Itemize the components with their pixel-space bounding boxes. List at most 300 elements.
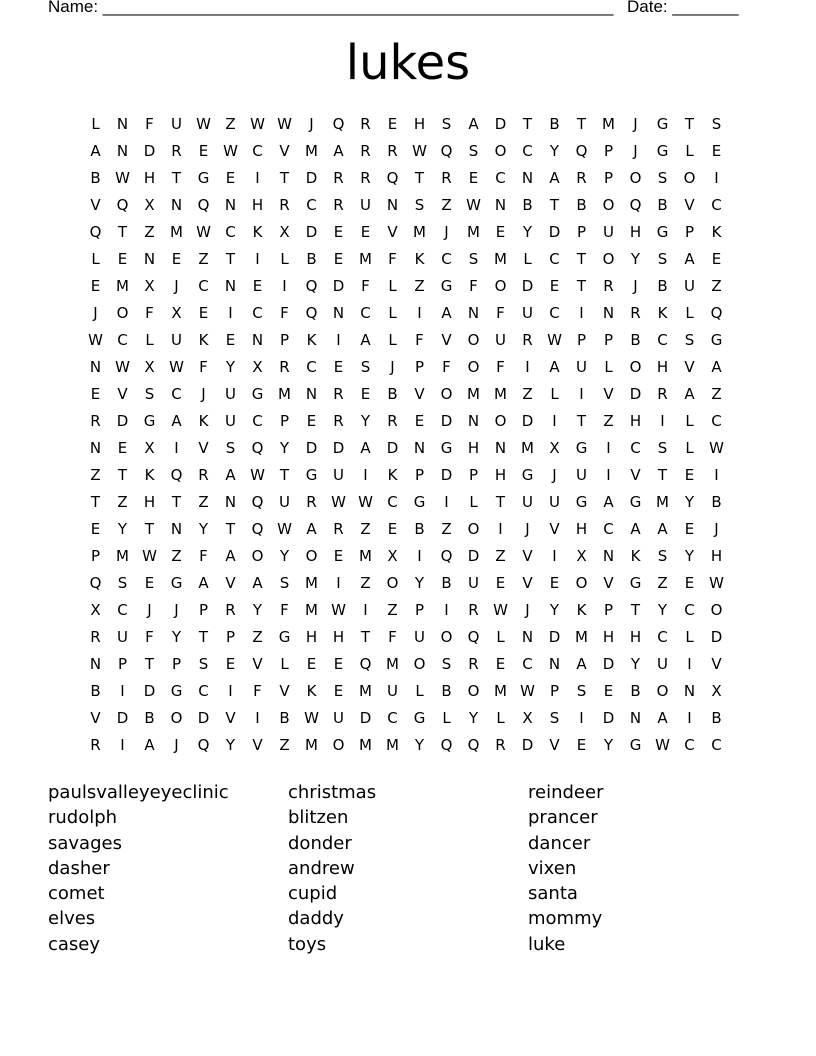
word-item: comet (48, 883, 105, 905)
grid-letter: J (552, 466, 557, 484)
grid-letter: B (522, 196, 533, 214)
grid-letter: Y (657, 601, 668, 619)
grid-letter: I (687, 709, 692, 727)
grid-letter: M (305, 574, 318, 592)
grid-letter: U (171, 331, 182, 349)
grid-letter: M (494, 682, 507, 700)
grid-letter: D (629, 385, 642, 403)
grid-letter: W (412, 142, 427, 160)
grid-letter: P (414, 358, 425, 376)
grid-letter: W (547, 331, 562, 349)
grid-letter: W (142, 547, 157, 565)
grid-row (82, 408, 730, 435)
grid-letter: R (225, 601, 236, 619)
grid-letter: Y (522, 223, 533, 241)
grid-letter: D (197, 709, 210, 727)
word-column (48, 780, 288, 957)
grid-letter: G (629, 574, 642, 592)
grid-letter: B (414, 520, 425, 538)
grid-letter: C (657, 331, 668, 349)
grid-letter: X (279, 223, 290, 241)
grid-letter: M (467, 223, 480, 241)
grid-letter: H (602, 628, 615, 646)
grid-letter: C (549, 250, 560, 268)
grid-letter: K (414, 250, 425, 268)
grid-letter: Q (575, 142, 588, 160)
grid-letter: U (522, 493, 533, 511)
grid-letter: M (359, 250, 372, 268)
grid-letter: C (711, 736, 722, 754)
grid-letter: P (90, 547, 101, 565)
grid-row (82, 138, 730, 165)
grid-letter: Q (440, 736, 453, 754)
grid-letter: E (333, 223, 344, 241)
grid-letter: Z (711, 277, 722, 295)
grid-letter: B (387, 385, 398, 403)
grid-letter: I (606, 439, 611, 457)
grid-letter: Q (305, 277, 318, 295)
grid-letter: E (225, 169, 236, 187)
grid-letter: B (441, 574, 452, 592)
grid-letter: O (683, 169, 696, 187)
grid-letter: R (171, 142, 182, 160)
grid-letter: E (171, 250, 182, 268)
grid-letter: X (90, 601, 101, 619)
grid-letter: Q (629, 196, 642, 214)
grid-letter: P (279, 331, 290, 349)
grid-letter: D (359, 709, 372, 727)
grid-letter: I (336, 331, 341, 349)
grid-letter: I (606, 466, 611, 484)
grid-letter: C (117, 331, 128, 349)
word-item: daddy (288, 908, 344, 930)
grid-letter: M (494, 385, 507, 403)
grid-letter: Q (710, 304, 723, 322)
grid-letter: G (629, 736, 642, 754)
grid-letter: W (169, 358, 184, 376)
grid-letter: L (685, 439, 694, 457)
grid-letter: W (115, 169, 130, 187)
grid-letter: I (255, 250, 260, 268)
grid-letter: J (174, 601, 179, 619)
grid-letter: C (711, 412, 722, 430)
grid-letter: W (709, 574, 724, 592)
grid-letter: V (225, 574, 236, 592)
grid-letter: E (414, 412, 425, 430)
grid-letter: Q (440, 142, 453, 160)
grid-letter: G (440, 439, 453, 457)
grid-letter: L (604, 358, 613, 376)
grid-letter: X (549, 439, 560, 457)
grid-letter: O (413, 655, 426, 673)
grid-letter: O (467, 520, 480, 538)
grid-letter: V (90, 709, 101, 727)
grid-letter: A (711, 358, 722, 376)
grid-letter: H (629, 223, 642, 241)
grid-letter: D (494, 115, 507, 133)
grid-letter: T (144, 520, 155, 538)
grid-letter: W (196, 115, 211, 133)
grid-letter: E (90, 277, 101, 295)
grid-row (82, 273, 730, 300)
grid-letter: T (576, 412, 587, 430)
date-field-label: Date: _______ (627, 0, 739, 16)
grid-letter: Q (440, 547, 453, 565)
grid-letter: U (117, 628, 128, 646)
grid-letter: E (225, 655, 236, 673)
grid-letter: Y (549, 601, 560, 619)
grid-letter: C (657, 628, 668, 646)
grid-letter: Z (225, 115, 236, 133)
grid-letter: B (549, 115, 560, 133)
grid-letter: V (684, 196, 695, 214)
grid-letter: E (333, 655, 344, 673)
grid-letter: A (171, 412, 182, 430)
grid-letter: P (171, 655, 182, 673)
grid-letter: J (633, 142, 638, 160)
grid-letter: A (603, 493, 614, 511)
grid-letter: Q (89, 223, 102, 241)
grid-letter: F (415, 331, 424, 349)
grid-letter: J (525, 601, 530, 619)
word-item: dancer (528, 832, 591, 854)
grid-letter: D (440, 466, 453, 484)
grid-letter: A (360, 331, 371, 349)
grid-letter: X (144, 277, 155, 295)
word-item: christmas (288, 782, 377, 803)
grid-row (82, 651, 730, 678)
grid-letter: Y (414, 736, 425, 754)
grid-letter: A (360, 439, 371, 457)
grid-letter: D (521, 277, 534, 295)
grid-letter: Z (441, 520, 452, 538)
grid-letter: S (468, 250, 479, 268)
grid-letter: L (523, 250, 532, 268)
grid-letter: K (387, 466, 398, 484)
grid-letter: T (549, 196, 560, 214)
grid-letter: W (196, 223, 211, 241)
grid-letter: Q (467, 628, 480, 646)
grid-letter: W (655, 736, 670, 754)
grid-letter: T (576, 277, 587, 295)
grid-letter: J (93, 304, 98, 322)
grid-letter: G (251, 385, 264, 403)
grid-letter: F (199, 358, 208, 376)
grid-letter: E (387, 520, 398, 538)
grid-letter: H (251, 196, 264, 214)
grid-letter: S (279, 574, 290, 592)
grid-letter: N (602, 547, 615, 565)
grid-row (82, 354, 730, 381)
grid-letter: N (683, 682, 696, 700)
grid-letter: A (306, 520, 317, 538)
grid-letter: M (467, 385, 480, 403)
grid-letter: C (684, 736, 695, 754)
name-field-label: Name: ______________________________________________________ (48, 0, 614, 16)
grid-letter: S (657, 547, 668, 565)
word-item: donder (288, 832, 352, 854)
grid-letter: I (579, 709, 584, 727)
grid-letter: L (496, 628, 505, 646)
grid-letter: R (90, 412, 101, 430)
grid-row (82, 489, 730, 516)
grid-letter: X (576, 547, 587, 565)
page-title: lukes (345, 35, 471, 91)
grid-letter: T (117, 223, 128, 241)
grid-letter: S (657, 439, 668, 457)
grid-letter: Z (90, 466, 101, 484)
grid-letter: I (255, 709, 260, 727)
grid-letter: N (521, 628, 534, 646)
grid-letter: R (630, 304, 641, 322)
grid-letter: C (711, 196, 722, 214)
grid-letter: U (171, 115, 182, 133)
grid-letter: Y (279, 439, 290, 457)
grid-letter: S (657, 250, 668, 268)
grid-letter: C (387, 709, 398, 727)
word-column (528, 780, 768, 957)
word-column (288, 780, 528, 957)
grid-letter: K (630, 547, 641, 565)
grid-letter: O (494, 277, 507, 295)
grid-letter: G (521, 466, 534, 484)
grid-letter: B (144, 709, 155, 727)
grid-letter: L (685, 142, 694, 160)
grid-letter: S (441, 655, 452, 673)
grid-letter: Y (171, 628, 182, 646)
grid-letter: C (360, 304, 371, 322)
grid-letter: B (576, 196, 587, 214)
grid-letter: K (576, 601, 587, 619)
grid-letter: I (444, 493, 449, 511)
grid-letter: E (333, 547, 344, 565)
grid-letter: F (280, 601, 289, 619)
word-item: casey (48, 933, 101, 955)
grid-letter: Z (522, 385, 533, 403)
grid-letter: I (687, 655, 692, 673)
grid-letter: U (549, 493, 560, 511)
grid-letter: D (143, 142, 156, 160)
grid-letter: N (494, 196, 507, 214)
grid-letter: L (685, 628, 694, 646)
grid-letter: E (225, 331, 236, 349)
grid-letter: G (413, 493, 426, 511)
grid-letter: T (279, 466, 290, 484)
grid-letter: B (90, 169, 101, 187)
grid-letter: W (250, 466, 265, 484)
grid-letter: C (252, 142, 263, 160)
grid-letter: N (494, 439, 507, 457)
grid-letter: B (711, 493, 722, 511)
grid-letter: B (279, 709, 290, 727)
grid-letter: N (386, 196, 399, 214)
grid-letter: T (198, 628, 209, 646)
grid-letter: V (414, 385, 425, 403)
grid-letter: M (170, 223, 183, 241)
grid-letter: O (602, 196, 615, 214)
grid-letter: N (224, 493, 237, 511)
grid-letter: H (629, 412, 642, 430)
grid-letter: I (336, 574, 341, 592)
grid-letter: D (467, 547, 480, 565)
grid-letter: J (201, 385, 206, 403)
grid-letter: R (360, 115, 371, 133)
grid-letter: T (90, 493, 101, 511)
grid-letter: O (494, 412, 507, 430)
grid-letter: N (224, 277, 237, 295)
grid-letter: Q (251, 439, 264, 457)
grid-letter: P (414, 601, 425, 619)
grid-letter: M (116, 547, 129, 565)
grid-letter: R (333, 385, 344, 403)
grid-letter: U (522, 304, 533, 322)
grid-letter: I (525, 358, 530, 376)
grid-letter: I (120, 736, 125, 754)
grid-letter: C (495, 169, 506, 187)
grid-letter: O (467, 358, 480, 376)
grid-letter: E (360, 223, 371, 241)
grid-letter: D (143, 682, 156, 700)
grid-letter: K (306, 331, 317, 349)
grid-letter: Y (549, 142, 560, 160)
grid-letter: Q (116, 196, 129, 214)
grid-letter: U (657, 655, 668, 673)
grid-letter: S (468, 142, 479, 160)
grid-letter: R (603, 277, 614, 295)
grid-letter: N (332, 304, 345, 322)
grid-letter: Y (225, 358, 236, 376)
grid-letter: U (468, 574, 479, 592)
grid-row (82, 192, 730, 219)
grid-row (82, 732, 730, 759)
grid-letter: U (603, 223, 614, 241)
grid-letter: A (198, 574, 209, 592)
grid-letter: V (549, 520, 560, 538)
grid-letter: N (467, 304, 480, 322)
grid-letter: U (576, 466, 587, 484)
grid-letter: R (90, 736, 101, 754)
grid-letter: T (225, 520, 236, 538)
grid-letter: L (685, 304, 694, 322)
grid-letter: C (306, 358, 317, 376)
grid-letter: Q (305, 304, 318, 322)
grid-letter: Y (279, 547, 290, 565)
grid-letter: X (252, 358, 263, 376)
grid-letter: J (633, 277, 638, 295)
grid-letter: Z (360, 520, 371, 538)
grid-letter: O (305, 547, 318, 565)
grid-letter: M (656, 493, 669, 511)
grid-letter: A (225, 547, 236, 565)
grid-letter: R (387, 142, 398, 160)
grid-row (82, 246, 730, 273)
grid-letter: A (684, 250, 695, 268)
grid-letter: W (709, 439, 724, 457)
grid-letter: I (174, 439, 179, 457)
grid-letter: A (549, 169, 560, 187)
grid-letter: L (442, 709, 451, 727)
grid-letter: Q (359, 655, 372, 673)
grid-letter: G (197, 169, 210, 187)
grid-letter: Z (252, 628, 263, 646)
word-item: andrew (288, 857, 355, 879)
grid-letter: M (413, 223, 426, 241)
grid-letter: N (143, 250, 156, 268)
grid-letter: B (306, 250, 317, 268)
grid-letter: L (280, 655, 289, 673)
grid-letter: D (548, 223, 561, 241)
word-item: savages (48, 832, 122, 854)
grid-letter: I (660, 412, 665, 430)
grid-letter: P (576, 331, 587, 349)
grid-letter: C (549, 304, 560, 322)
grid-letter: C (441, 250, 452, 268)
grid-letter: Q (332, 115, 345, 133)
grid-letter: O (575, 574, 588, 592)
grid-letter: B (90, 682, 101, 700)
grid-letter: J (633, 115, 638, 133)
grid-letter: I (120, 682, 125, 700)
grid-letter: U (414, 628, 425, 646)
grid-letter: D (386, 439, 399, 457)
grid-letter: Z (657, 574, 668, 592)
grid-letter: F (145, 304, 154, 322)
grid-letter: R (657, 385, 668, 403)
grid-letter: Q (197, 196, 210, 214)
grid-letter: T (171, 493, 182, 511)
grid-letter: P (549, 682, 560, 700)
grid-letter: S (117, 574, 128, 592)
grid-letter: V (603, 385, 614, 403)
grid-letter: M (386, 736, 399, 754)
grid-letter: R (360, 169, 371, 187)
grid-letter: G (278, 628, 291, 646)
grid-letter: V (117, 385, 128, 403)
grid-letter: C (198, 277, 209, 295)
grid-letter: W (115, 358, 130, 376)
grid-letter: F (469, 277, 478, 295)
grid-letter: D (332, 277, 345, 295)
grid-letter: A (684, 385, 695, 403)
letter-grid (82, 111, 730, 759)
grid-letter: O (440, 628, 453, 646)
grid-letter: C (252, 304, 263, 322)
grid-letter: V (90, 196, 101, 214)
grid-letter: Z (495, 547, 506, 565)
grid-letter: T (144, 655, 155, 673)
grid-letter: Q (251, 520, 264, 538)
grid-letter: S (684, 331, 695, 349)
grid-letter: I (282, 277, 287, 295)
grid-letter: N (602, 304, 615, 322)
grid-letter: E (684, 574, 695, 592)
grid-letter: O (629, 358, 642, 376)
grid-letter: R (468, 601, 479, 619)
grid-letter: J (444, 223, 449, 241)
grid-letter: U (225, 385, 236, 403)
grid-letter: Q (467, 736, 480, 754)
grid-row (82, 462, 730, 489)
grid-letter: Y (468, 709, 479, 727)
grid-letter: I (228, 682, 233, 700)
grid-letter: W (223, 142, 238, 160)
grid-letter: D (710, 628, 723, 646)
grid-row (82, 327, 730, 354)
grid-letter: G (710, 331, 723, 349)
grid-letter: F (361, 277, 370, 295)
grid-letter: W (250, 115, 265, 133)
grid-letter: T (414, 169, 425, 187)
